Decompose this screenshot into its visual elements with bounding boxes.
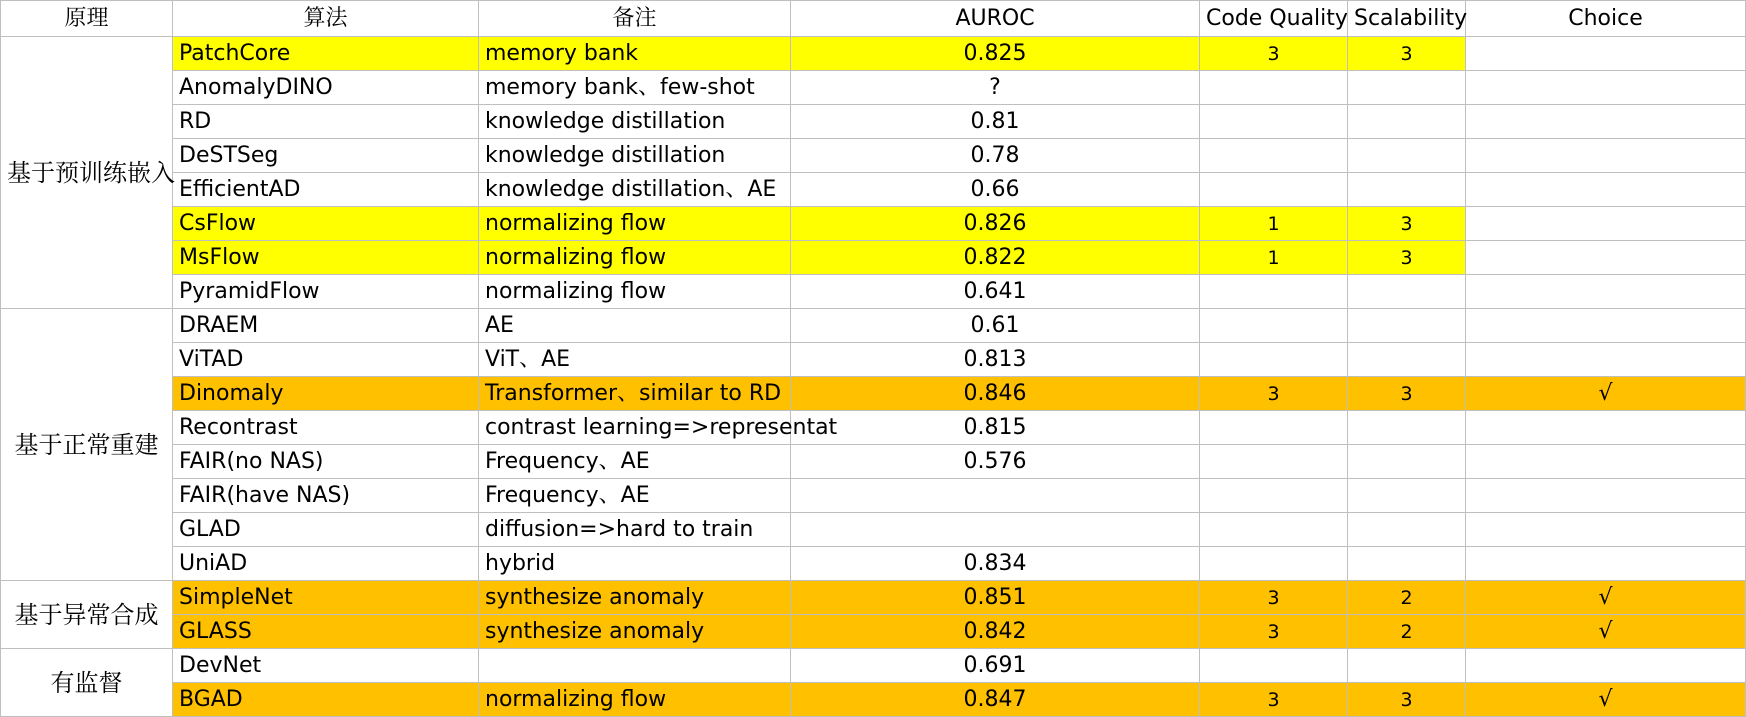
table-row xyxy=(1,241,1746,275)
cell-code-quality[interactable] xyxy=(1200,105,1348,139)
cell-scalability[interactable]: 3 xyxy=(1348,207,1466,241)
cell-algorithm[interactable]: RD xyxy=(173,105,479,139)
cell-auroc[interactable]: 0.825 xyxy=(791,37,1200,71)
cell-code-quality[interactable] xyxy=(1200,343,1348,377)
cell-note[interactable]: normalizing flow xyxy=(479,275,791,309)
cell-auroc[interactable]: 0.842 xyxy=(791,615,1200,649)
cell-code-quality[interactable] xyxy=(1200,445,1348,479)
cell-note[interactable]: ViT、AE xyxy=(479,343,791,377)
cell-note[interactable] xyxy=(479,649,791,683)
cell-choice[interactable]: √ xyxy=(1466,615,1746,649)
cell-note[interactable]: Frequency、AE xyxy=(479,479,791,513)
cell-auroc[interactable]: 0.691 xyxy=(791,649,1200,683)
header-code-quality[interactable]: Code Quality xyxy=(1200,1,1348,37)
table-row xyxy=(1,139,1746,173)
cell-choice[interactable]: √ xyxy=(1466,581,1746,615)
cell-choice[interactable] xyxy=(1466,241,1746,275)
cell-choice[interactable] xyxy=(1466,547,1746,581)
cell-note[interactable]: diffusion=>hard to train xyxy=(479,513,791,547)
cell-auroc[interactable]: 0.815 xyxy=(791,411,1200,445)
cell-code-quality[interactable] xyxy=(1200,173,1348,207)
cell-algorithm[interactable]: Recontrast xyxy=(173,411,479,445)
cell-scalability[interactable] xyxy=(1348,275,1466,309)
cell-code-quality[interactable] xyxy=(1200,139,1348,173)
cell-note[interactable]: normalizing flow xyxy=(479,241,791,275)
cell-code-quality[interactable]: 3 xyxy=(1200,37,1348,71)
cell-choice[interactable] xyxy=(1466,71,1746,105)
cell-auroc[interactable]: 0.834 xyxy=(791,547,1200,581)
cell-scalability[interactable] xyxy=(1348,547,1466,581)
cell-code-quality[interactable] xyxy=(1200,275,1348,309)
cell-note[interactable]: Frequency、AE xyxy=(479,445,791,479)
cell-scalability[interactable] xyxy=(1348,173,1466,207)
cell-choice[interactable] xyxy=(1466,275,1746,309)
cell-category[interactable]: 基于预训练嵌入 xyxy=(1,37,173,309)
table-row xyxy=(1,649,1746,683)
cell-auroc[interactable]: 0.66 xyxy=(791,173,1200,207)
cell-code-quality[interactable] xyxy=(1200,309,1348,343)
cell-scalability[interactable] xyxy=(1348,649,1466,683)
cell-algorithm[interactable]: PyramidFlow xyxy=(173,275,479,309)
cell-algorithm[interactable]: UniAD xyxy=(173,547,479,581)
cell-algorithm[interactable]: AnomalyDINO xyxy=(173,71,479,105)
cell-auroc[interactable]: 0.846 xyxy=(791,377,1200,411)
cell-code-quality[interactable]: 1 xyxy=(1200,241,1348,275)
table-row xyxy=(1,71,1746,105)
cell-note[interactable]: normalizing flow xyxy=(479,683,791,717)
header-choice[interactable]: Choice xyxy=(1466,1,1746,37)
header-algorithm[interactable]: 算法 xyxy=(173,1,479,37)
cell-algorithm[interactable]: GLASS xyxy=(173,615,479,649)
cell-scalability[interactable]: 3 xyxy=(1348,377,1466,411)
cell-scalability[interactable] xyxy=(1348,309,1466,343)
cell-note[interactable]: Transformer、similar to RD xyxy=(479,377,791,411)
cell-auroc[interactable]: 0.78 xyxy=(791,139,1200,173)
cell-code-quality[interactable] xyxy=(1200,513,1348,547)
cell-scalability[interactable] xyxy=(1348,139,1466,173)
header-notes[interactable]: 备注 xyxy=(479,1,791,37)
cell-auroc[interactable]: 0.822 xyxy=(791,241,1200,275)
cell-code-quality[interactable] xyxy=(1200,649,1348,683)
cell-code-quality[interactable]: 3 xyxy=(1200,377,1348,411)
cell-note[interactable]: synthesize anomaly xyxy=(479,581,791,615)
cell-auroc[interactable] xyxy=(791,513,1200,547)
cell-choice[interactable] xyxy=(1466,343,1746,377)
cell-scalability[interactable]: 3 xyxy=(1348,683,1466,717)
cell-note[interactable]: knowledge distillation、AE xyxy=(479,173,791,207)
cell-scalability[interactable]: 3 xyxy=(1348,241,1466,275)
table-row xyxy=(1,615,1746,649)
cell-auroc[interactable]: ? xyxy=(791,71,1200,105)
cell-scalability[interactable] xyxy=(1348,343,1466,377)
table-row xyxy=(1,105,1746,139)
cell-code-quality[interactable] xyxy=(1200,411,1348,445)
cell-auroc[interactable]: 0.851 xyxy=(791,581,1200,615)
cell-algorithm[interactable]: FAIR(no NAS) xyxy=(173,445,479,479)
cell-note[interactable]: knowledge distillation xyxy=(479,105,791,139)
cell-category[interactable]: 基于正常重建 xyxy=(1,309,173,581)
cell-code-quality[interactable]: 3 xyxy=(1200,581,1348,615)
cell-auroc[interactable]: 0.576 xyxy=(791,445,1200,479)
table-row xyxy=(1,309,1746,343)
cell-note[interactable]: synthesize anomaly xyxy=(479,615,791,649)
table-row xyxy=(1,479,1746,513)
table-row xyxy=(1,275,1746,309)
cell-code-quality[interactable] xyxy=(1200,547,1348,581)
header-principle[interactable]: 原理 xyxy=(1,1,173,37)
cell-auroc[interactable]: 0.81 xyxy=(791,105,1200,139)
header-auroc[interactable]: AUROC xyxy=(791,1,1200,37)
cell-algorithm[interactable]: CsFlow xyxy=(173,207,479,241)
cell-choice[interactable]: √ xyxy=(1466,377,1746,411)
cell-choice[interactable] xyxy=(1466,513,1746,547)
cell-category[interactable]: 有监督 xyxy=(1,649,173,717)
cell-category[interactable]: 基于异常合成 xyxy=(1,581,173,649)
table-row xyxy=(1,513,1746,547)
cell-code-quality[interactable]: 1 xyxy=(1200,207,1348,241)
cell-algorithm[interactable]: FAIR(have NAS) xyxy=(173,479,479,513)
cell-algorithm[interactable]: SimpleNet xyxy=(173,581,479,615)
cell-auroc[interactable]: 0.813 xyxy=(791,343,1200,377)
cell-auroc[interactable]: 0.826 xyxy=(791,207,1200,241)
header-scalability[interactable]: Scalability xyxy=(1348,1,1466,37)
cell-scalability[interactable]: 2 xyxy=(1348,581,1466,615)
header-row xyxy=(1,1,1746,37)
cell-choice[interactable] xyxy=(1466,105,1746,139)
cell-choice[interactable] xyxy=(1466,207,1746,241)
cell-choice[interactable] xyxy=(1466,139,1746,173)
cell-algorithm[interactable]: PatchCore xyxy=(173,37,479,71)
cell-scalability[interactable]: 2 xyxy=(1348,615,1466,649)
cell-choice[interactable] xyxy=(1466,411,1746,445)
cell-algorithm[interactable]: DevNet xyxy=(173,649,479,683)
cell-choice[interactable] xyxy=(1466,445,1746,479)
cell-scalability[interactable] xyxy=(1348,105,1466,139)
cell-note[interactable]: AE xyxy=(479,309,791,343)
cell-scalability[interactable]: 3 xyxy=(1348,37,1466,71)
table-row xyxy=(1,207,1746,241)
table-body xyxy=(1,37,1746,717)
cell-scalability[interactable] xyxy=(1348,513,1466,547)
cell-code-quality[interactable]: 3 xyxy=(1200,615,1348,649)
cell-auroc[interactable] xyxy=(791,479,1200,513)
cell-scalability[interactable] xyxy=(1348,411,1466,445)
cell-scalability[interactable] xyxy=(1348,445,1466,479)
cell-choice[interactable] xyxy=(1466,479,1746,513)
cell-algorithm[interactable]: Dinomaly xyxy=(173,377,479,411)
table-row xyxy=(1,581,1746,615)
table-row xyxy=(1,411,1746,445)
cell-auroc[interactable]: 0.641 xyxy=(791,275,1200,309)
table-row xyxy=(1,547,1746,581)
cell-algorithm[interactable]: EfficientAD xyxy=(173,173,479,207)
cell-algorithm[interactable]: MsFlow xyxy=(173,241,479,275)
cell-auroc[interactable]: 0.847 xyxy=(791,683,1200,717)
cell-note[interactable]: contrast learning=>representat xyxy=(479,411,791,445)
cell-note[interactable]: normalizing flow xyxy=(479,207,791,241)
cell-scalability[interactable] xyxy=(1348,71,1466,105)
cell-choice[interactable]: √ xyxy=(1466,683,1746,717)
cell-note[interactable]: memory bank、few-shot xyxy=(479,71,791,105)
table-row xyxy=(1,343,1746,377)
cell-algorithm[interactable]: BGAD xyxy=(173,683,479,717)
cell-algorithm[interactable]: DeSTSeg xyxy=(173,139,479,173)
cell-scalability[interactable] xyxy=(1348,479,1466,513)
cell-note[interactable]: memory bank xyxy=(479,37,791,71)
cell-algorithm[interactable]: DRAEM xyxy=(173,309,479,343)
table-row xyxy=(1,377,1746,411)
cell-choice[interactable] xyxy=(1466,37,1746,71)
cell-code-quality[interactable]: 3 xyxy=(1200,683,1348,717)
table-row xyxy=(1,37,1746,71)
cell-note[interactable]: hybrid xyxy=(479,547,791,581)
cell-choice[interactable] xyxy=(1466,649,1746,683)
cell-code-quality[interactable] xyxy=(1200,479,1348,513)
cell-note[interactable]: knowledge distillation xyxy=(479,139,791,173)
cell-auroc[interactable]: 0.61 xyxy=(791,309,1200,343)
cell-choice[interactable] xyxy=(1466,173,1746,207)
table-row xyxy=(1,683,1746,717)
cell-code-quality[interactable] xyxy=(1200,71,1348,105)
table-row xyxy=(1,445,1746,479)
cell-algorithm[interactable]: GLAD xyxy=(173,513,479,547)
table-row xyxy=(1,173,1746,207)
cell-choice[interactable] xyxy=(1466,309,1746,343)
cell-algorithm[interactable]: ViTAD xyxy=(173,343,479,377)
